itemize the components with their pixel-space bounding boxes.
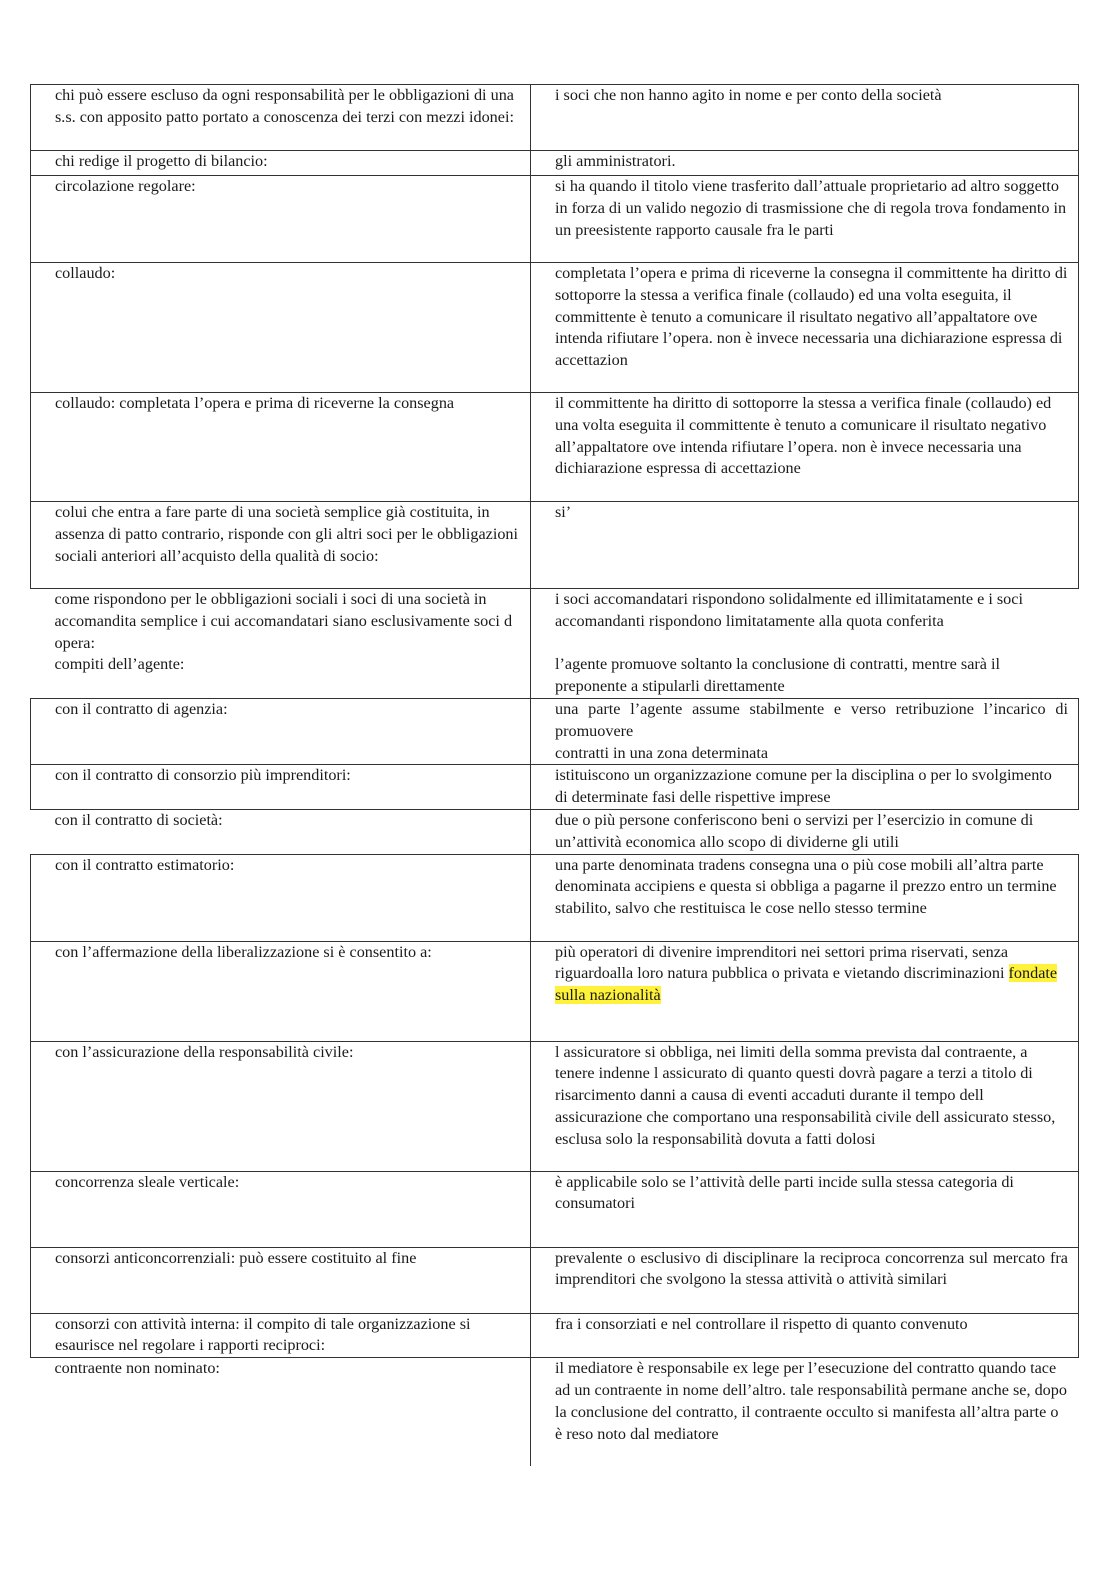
definition-cell: l assicuratore si obbliga, nei limiti della somma prevista dal contraente, a tenere indenne l assicurato di quanto questi dovrà pagare a terzi a titolo di risarcimento danni a causa di eventi accaduti durante il tempo dell assicurazione che comportano una responsabilità civile dell assicurato stesso, esclusa solo la responsabilità dovuta a fatti dolosi [531, 1041, 1079, 1171]
definition-cell [531, 698, 1079, 764]
definition-line: una parte l’agente assume stabilmente e verso retribuzione l’incarico di promuovere [555, 699, 1068, 740]
definition-cell: prevalente o esclusivo di disciplinare la reciproca concorrenza sul mercato fra imprenditori che svolgono la stessa attività o attività similari [531, 1247, 1079, 1313]
table-row [31, 502, 1079, 589]
term-cell: consorzi anticoncorrenziali: può essere costituito al fine [31, 1247, 531, 1313]
definition-cell: i soci accomandatari rispondono solidalmente ed illimitatamente e i soci accomandanti rispondono limitatamente alla quota conferita [531, 589, 1079, 655]
table-row [31, 393, 1079, 502]
table-row [31, 589, 1079, 655]
highlighted-text: fondate sulla nazionalità [555, 964, 1058, 1005]
table-row [31, 765, 1079, 810]
term-cell: compiti dell’agente: [31, 654, 531, 698]
term-cell: con l’affermazione della liberalizzazione si è consentito a: [31, 941, 531, 1041]
table-row [31, 85, 1079, 151]
term-cell: collaudo: [31, 263, 531, 393]
term-cell: con il contratto di consorzio più imprenditori: [31, 765, 531, 810]
definition-cell: gli amministratori. [531, 151, 1079, 176]
definition-cell: fra i consorziati e nel controllare il rispetto di quanto convenuto [531, 1313, 1079, 1358]
table-row [31, 1171, 1079, 1247]
definition-cell: è applicabile solo se l’attività delle parti incide sulla stessa categoria di consumatori [531, 1171, 1079, 1247]
table-row [31, 1247, 1079, 1313]
table-row [31, 1313, 1079, 1358]
definition-cell: due o più persone conferiscono beni o servizi per l’esercizio in comune di un’attività economica allo scopo di dividerne gli utili [531, 809, 1079, 854]
definition-cell: il committente ha diritto di sottoporre la stessa a verifica finale (collaudo) ed una volta eseguita il committente è tenuto a comunicare il risultato negativo all’appaltatore ove intenda rifiutare l’opera. non è invece necessaria una dichiarazione espressa di accettazione [531, 393, 1079, 502]
definition-cell [531, 941, 1079, 1041]
table-row [31, 1041, 1079, 1171]
term-cell: chi redige il progetto di bilancio: [31, 151, 531, 176]
table-row [31, 941, 1079, 1041]
term-cell: con il contratto di società: [31, 809, 531, 854]
definition-cell: l’agente promuove soltanto la conclusione di contratti, mentre sarà il preponente a stipularli direttamente [531, 654, 1079, 698]
definition-cell: istituiscono un organizzazione comune per la disciplina o per lo svolgimento di determinate fasi delle rispettive imprese [531, 765, 1079, 810]
definition-cell: il mediatore è responsabile ex lege per l’esecuzione del contratto quando tace ad un contraente in nome dell’altro. tale responsabilità permane anche se, dopo la conclusione del contratto, il contraente occulto si manifesta all’altra parte o è reso noto dal mediatore [531, 1358, 1079, 1466]
table-row [31, 263, 1079, 393]
term-cell: colui che entra a fare parte di una società semplice già costituita, in assenza di patto contrario, risponde con gli altri soci per le obbligazioni sociali anteriori all’acquisto della qualità di socio: [31, 502, 531, 589]
table-row [31, 809, 1079, 854]
term-cell: come rispondono per le obbligazioni sociali i soci di una società in accomandita semplice i cui accomandatari siano esclusivamente soci d opera: [31, 589, 531, 655]
term-cell: contraente non nominato: [31, 1358, 531, 1466]
table-row [31, 176, 1079, 263]
term-cell: con il contratto di agenzia: [31, 698, 531, 764]
term-cell: concorrenza sleale verticale: [31, 1171, 531, 1247]
glossary-table [30, 84, 1079, 1466]
definition-cell: si ha quando il titolo viene trasferito dall’attuale proprietario ad altro soggetto in forza di un valido negozio di trasmissione che di regola trova fondamento in un preesistente rapporto causale fra le parti [531, 176, 1079, 263]
definition-text: più operatori di divenire imprenditori nei settori prima riservati, senza riguardoalla loro natura pubblica o privata e vietando discriminazioni [555, 942, 1009, 983]
definition-line: contratti in una zona determinata [555, 743, 769, 762]
term-cell: con il contratto estimatorio: [31, 854, 531, 941]
definition-cell: completata l’opera e prima di riceverne la consegna il committente ha diritto di sottoporre la stessa a verifica finale (collaudo) ed una volta eseguita, il committente è tenuto a comunicare il risultato negativo all’appaltatore ove intenda rifiutare l’opera. non è invece necessaria una dichiarazione espressa di accettazion [531, 263, 1079, 393]
table-row [31, 854, 1079, 941]
table-row [31, 698, 1079, 764]
table-row [31, 1358, 1079, 1466]
term-cell: collaudo: completata l’opera e prima di riceverne la consegna [31, 393, 531, 502]
definition-cell: si’ [531, 502, 1079, 589]
definition-cell: una parte denominata tradens consegna una o più cose mobili all’altra parte denominata accipiens e questa si obbliga a pagarne il prezzo entro un termine stabilito, salvo che restituisca le cose nello stesso termine [531, 854, 1079, 941]
term-cell: chi può essere escluso da ogni responsabilità per le obbligazioni di una s.s. con apposito patto portato a conoscenza dei terzi con mezzi idonei: [31, 85, 531, 151]
term-cell: con l’assicurazione della responsabilità civile: [31, 1041, 531, 1171]
term-cell: consorzi con attività interna: il compito di tale organizzazione si esaurisce nel regolare i rapporti reciproci: [31, 1313, 531, 1358]
term-cell: circolazione regolare: [31, 176, 531, 263]
table-row [31, 654, 1079, 698]
table-row [31, 151, 1079, 176]
definition-cell: i soci che non hanno agito in nome e per conto della società [531, 85, 1079, 151]
